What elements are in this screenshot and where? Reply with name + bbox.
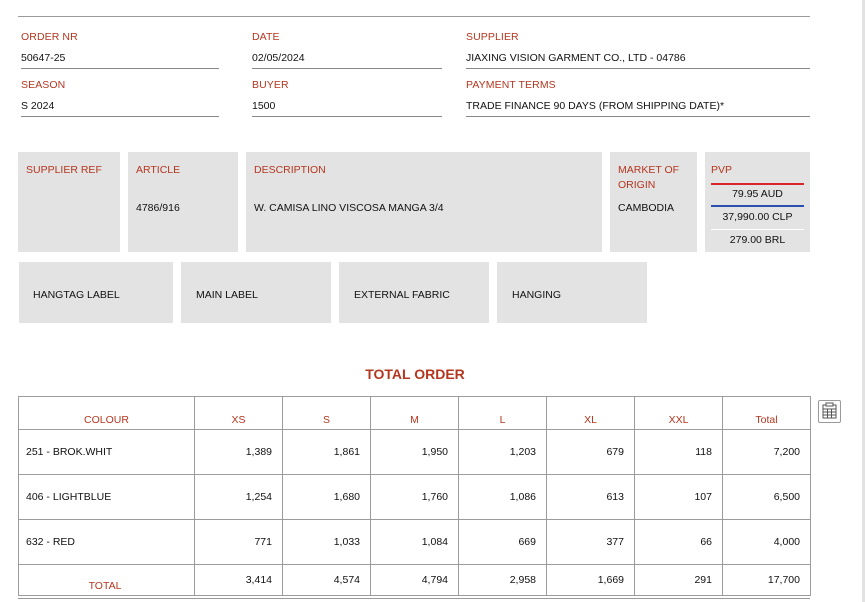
supplier-ref-box — [18, 152, 120, 252]
table-cell: 1,203 — [459, 430, 547, 475]
column-header: S — [283, 397, 371, 430]
table-cell: 107 — [635, 475, 723, 520]
article-box — [128, 152, 238, 252]
table-cell: 66 — [635, 520, 723, 565]
top-divider — [18, 16, 810, 17]
market-of-origin-label: MARKET OF ORIGIN — [618, 164, 680, 191]
table-header-row — [19, 397, 811, 430]
table-cell: 3,414 — [195, 565, 283, 596]
table-cell: 251 - BROK.WHIT — [19, 430, 195, 475]
table-cell: 679 — [547, 430, 635, 475]
order-nr-field — [21, 31, 219, 69]
supplier-ref-label: SUPPLIER REF — [26, 164, 102, 176]
description-value: W. CAMISA LINO VISCOSA MANGA 3/4 — [254, 202, 444, 214]
payment-terms-value: TRADE FINANCE 90 DAYS (FROM SHIPPING DATE)* — [466, 100, 810, 117]
pvp-label: PVP — [711, 164, 733, 176]
table-cell: 4,000 — [723, 520, 811, 565]
article-value: 4786/916 — [136, 202, 180, 214]
table-cell: 2,958 — [459, 565, 547, 596]
pvp-price-aud: 79.95 AUD — [732, 188, 783, 200]
table-cell: 1,084 — [371, 520, 459, 565]
table-cell: 1,950 — [371, 430, 459, 475]
table-cell: 118 — [635, 430, 723, 475]
description-box — [246, 152, 602, 252]
date-value: 02/05/2024 — [252, 52, 442, 69]
external-fabric-box — [339, 262, 489, 323]
total-order-title: TOTAL ORDER — [365, 366, 465, 382]
payment-terms-label: PAYMENT TERMS — [466, 79, 556, 91]
column-header: L — [459, 397, 547, 430]
order-nr-value: 50647-25 — [21, 52, 219, 69]
supplier-field — [466, 31, 810, 69]
pvp-price-brl: 279.00 BRL — [729, 234, 786, 246]
hanging-box — [497, 262, 647, 323]
table-cell: 406 - LIGHTBLUE — [19, 475, 195, 520]
main-label-box — [181, 262, 331, 323]
supplier-label: SUPPLIER — [466, 31, 519, 43]
column-header: M — [371, 397, 459, 430]
table-cell: 613 — [547, 475, 635, 520]
table-total-row — [19, 565, 811, 596]
date-field — [252, 31, 442, 69]
table-cell: 291 — [635, 565, 723, 596]
table-cell: 1,669 — [547, 565, 635, 596]
table-cell: 1,086 — [459, 475, 547, 520]
column-header: XL — [547, 397, 635, 430]
table-cell: 1,033 — [283, 520, 371, 565]
table-cell: 4,794 — [371, 565, 459, 596]
table-cell: 7,200 — [723, 430, 811, 475]
bottom-divider — [18, 598, 810, 602]
column-header: XS — [195, 397, 283, 430]
column-header: XXL — [635, 397, 723, 430]
pvp-red-line — [711, 183, 804, 185]
table-cell: 1,680 — [283, 475, 371, 520]
pvp-divider — [711, 229, 804, 230]
order-nr-label: ORDER NR — [21, 31, 78, 43]
season-field — [21, 79, 219, 117]
table-row — [19, 475, 811, 520]
article-label: ARTICLE — [136, 164, 181, 176]
buyer-field — [252, 79, 442, 117]
season-label: SEASON — [21, 79, 66, 91]
table-row — [19, 430, 811, 475]
buyer-value: 1500 — [252, 100, 442, 117]
buyer-label: BUYER — [252, 79, 289, 91]
table-cell: 377 — [547, 520, 635, 565]
payment-terms-field — [466, 79, 810, 117]
season-value: S 2024 — [21, 100, 219, 117]
table-cell: 1,254 — [195, 475, 283, 520]
supplier-value: JIAXING VISION GARMENT CO., LTD - 04786 — [466, 52, 810, 69]
table-cell: 1,389 — [195, 430, 283, 475]
column-header: Total — [723, 397, 811, 430]
date-label: DATE — [252, 31, 280, 43]
spreadsheet-grid-icon[interactable] — [818, 400, 841, 423]
table-cell: 632 - RED — [19, 520, 195, 565]
market-of-origin-box — [610, 152, 697, 252]
table-cell: 771 — [195, 520, 283, 565]
table-cell: 1,760 — [371, 475, 459, 520]
pvp-price-clp: 37,990.00 CLP — [722, 211, 793, 223]
description-label: DESCRIPTION — [254, 164, 326, 176]
market-of-origin-value: CAMBODIA — [618, 202, 675, 214]
total-order-table — [18, 396, 811, 596]
pvp-box — [705, 152, 810, 252]
total-label-cell: TOTAL — [19, 565, 195, 596]
table-cell: 1,861 — [283, 430, 371, 475]
main-label-text: MAIN LABEL — [196, 289, 258, 301]
table-cell: 669 — [459, 520, 547, 565]
external-fabric-text: EXTERNAL FABRIC — [354, 289, 450, 301]
column-header: COLOUR — [19, 397, 195, 430]
hangtag-label-box — [19, 262, 173, 323]
table-row — [19, 520, 811, 565]
spreadsheet-grid-icon-svg — [819, 401, 840, 422]
table-cell: 6,500 — [723, 475, 811, 520]
pvp-blue-line — [711, 205, 804, 207]
table-cell: 17,700 — [723, 565, 811, 596]
table-cell: 4,574 — [283, 565, 371, 596]
hanging-text: HANGING — [512, 289, 562, 301]
hangtag-label-text: HANGTAG LABEL — [33, 289, 120, 301]
